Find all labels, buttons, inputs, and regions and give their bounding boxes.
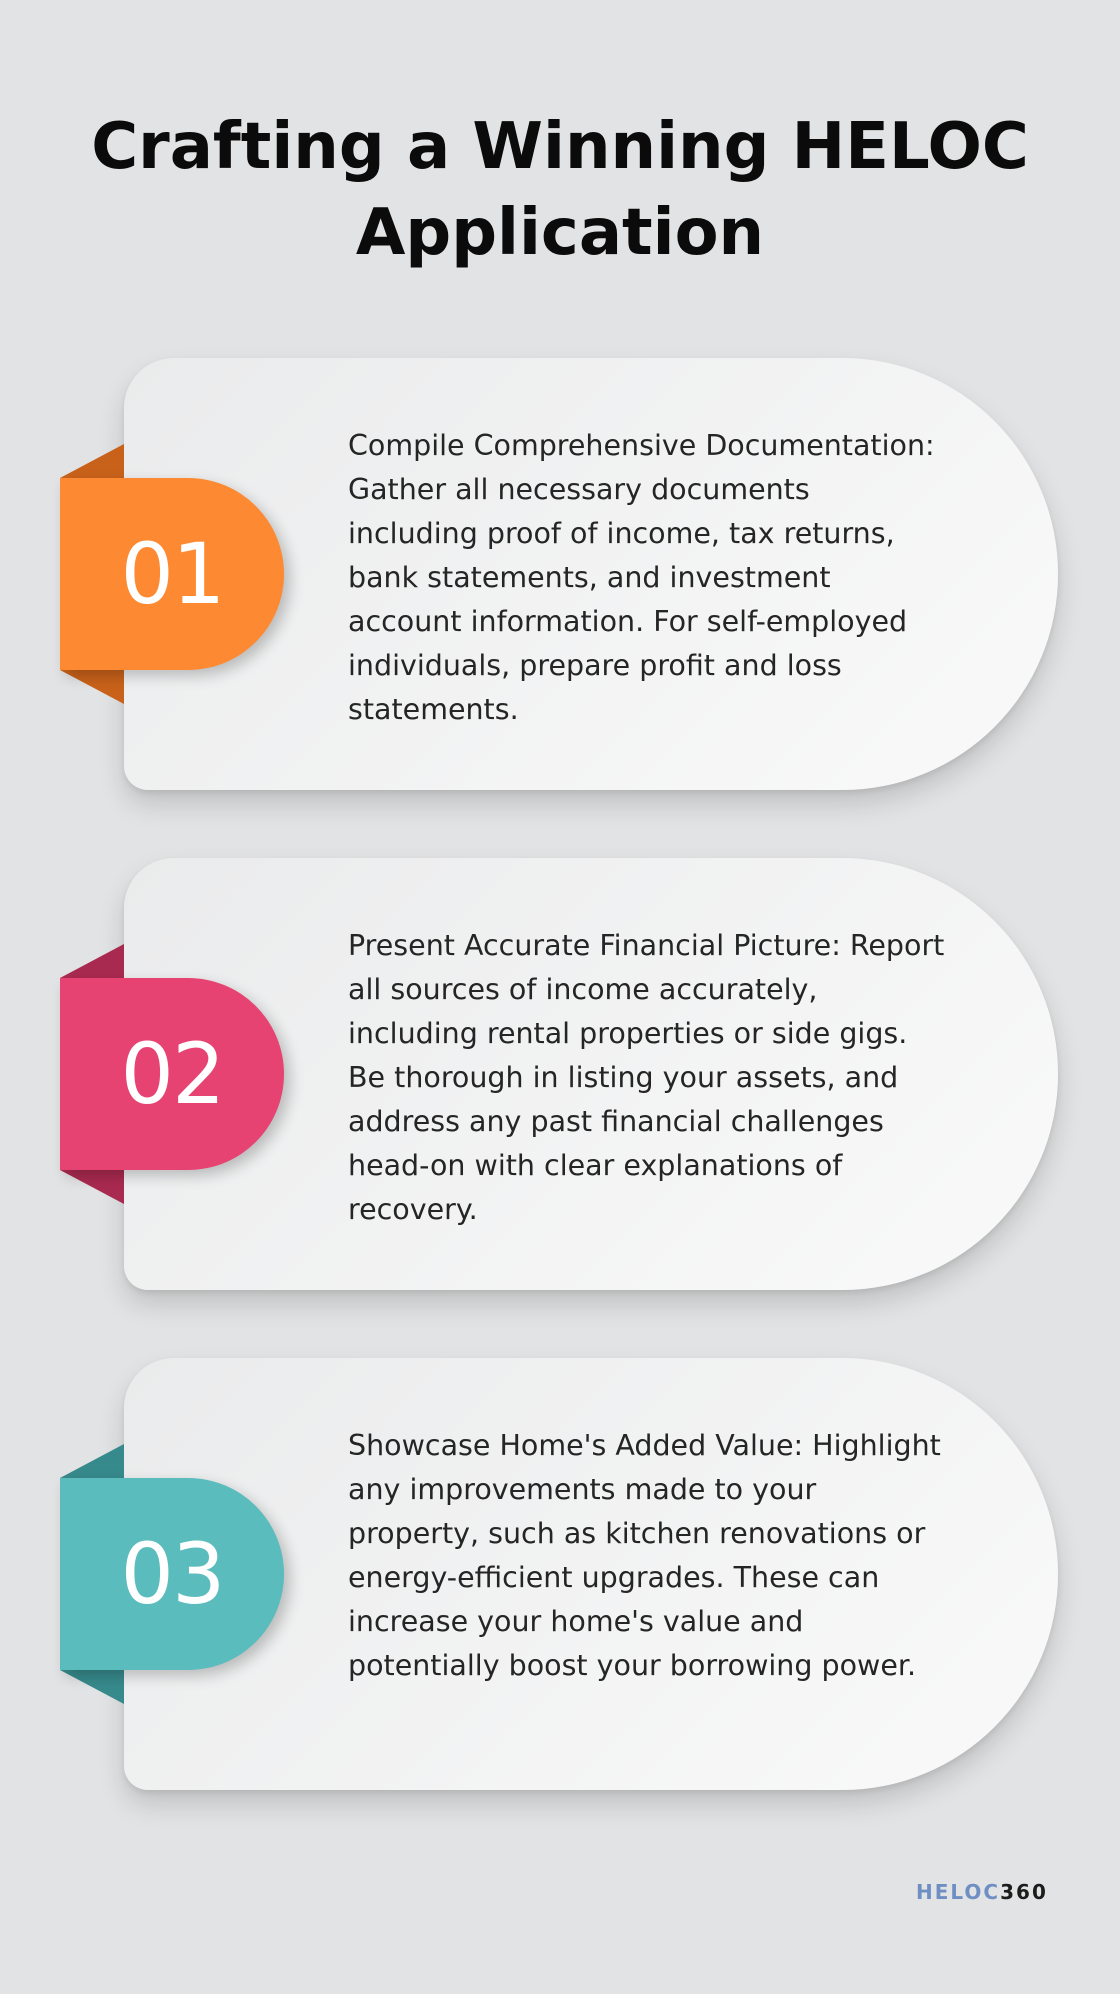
title-line-1: Crafting a Winning HELOC (91, 110, 1029, 184)
step-description: Present Accurate Financial Picture: Report all sources of income accurately, including rental properties or side gigs. Be thorough in listing your assets, and address any past financial challenges head-on with clear explanations of recovery. (348, 929, 945, 1226)
ribbon-fold-bottom (60, 670, 124, 704)
ribbon-fold-top (60, 1444, 124, 1478)
step-description: Compile Comprehensive Documentation: Gather all necessary documents including proof of income, tax returns, bank statements, and investment account information. For self-employed individuals, prepare profit and loss statements. (348, 429, 935, 726)
step-description: Showcase Home's Added Value: Highlight any improvements made to your property, such as kitchen renovations or energy-efficient upgrades. These can increase your home's value and potentially boost your borrowing power. (348, 1429, 941, 1682)
step-number-badge (60, 478, 284, 670)
title-line-2: Application (355, 196, 765, 270)
step-number-badge (60, 978, 284, 1170)
step-3 (0, 1358, 1120, 1798)
step-2 (0, 858, 1120, 1298)
step-number: 02 (120, 1025, 224, 1123)
ribbon-fold-bottom (60, 1170, 124, 1204)
brand-logo (916, 1880, 1048, 1904)
ribbon-fold-bottom (60, 1670, 124, 1704)
step-number: 03 (120, 1525, 224, 1623)
step-number-badge (60, 1478, 284, 1670)
step-number: 01 (120, 525, 224, 623)
page-title (0, 104, 1120, 276)
logo-text-heloc: HELOC (916, 1880, 1001, 1904)
ribbon-fold-top (60, 944, 124, 978)
step-1 (0, 358, 1120, 798)
logo-text-360: 360 (1000, 1880, 1048, 1904)
ribbon-fold-top (60, 444, 124, 478)
